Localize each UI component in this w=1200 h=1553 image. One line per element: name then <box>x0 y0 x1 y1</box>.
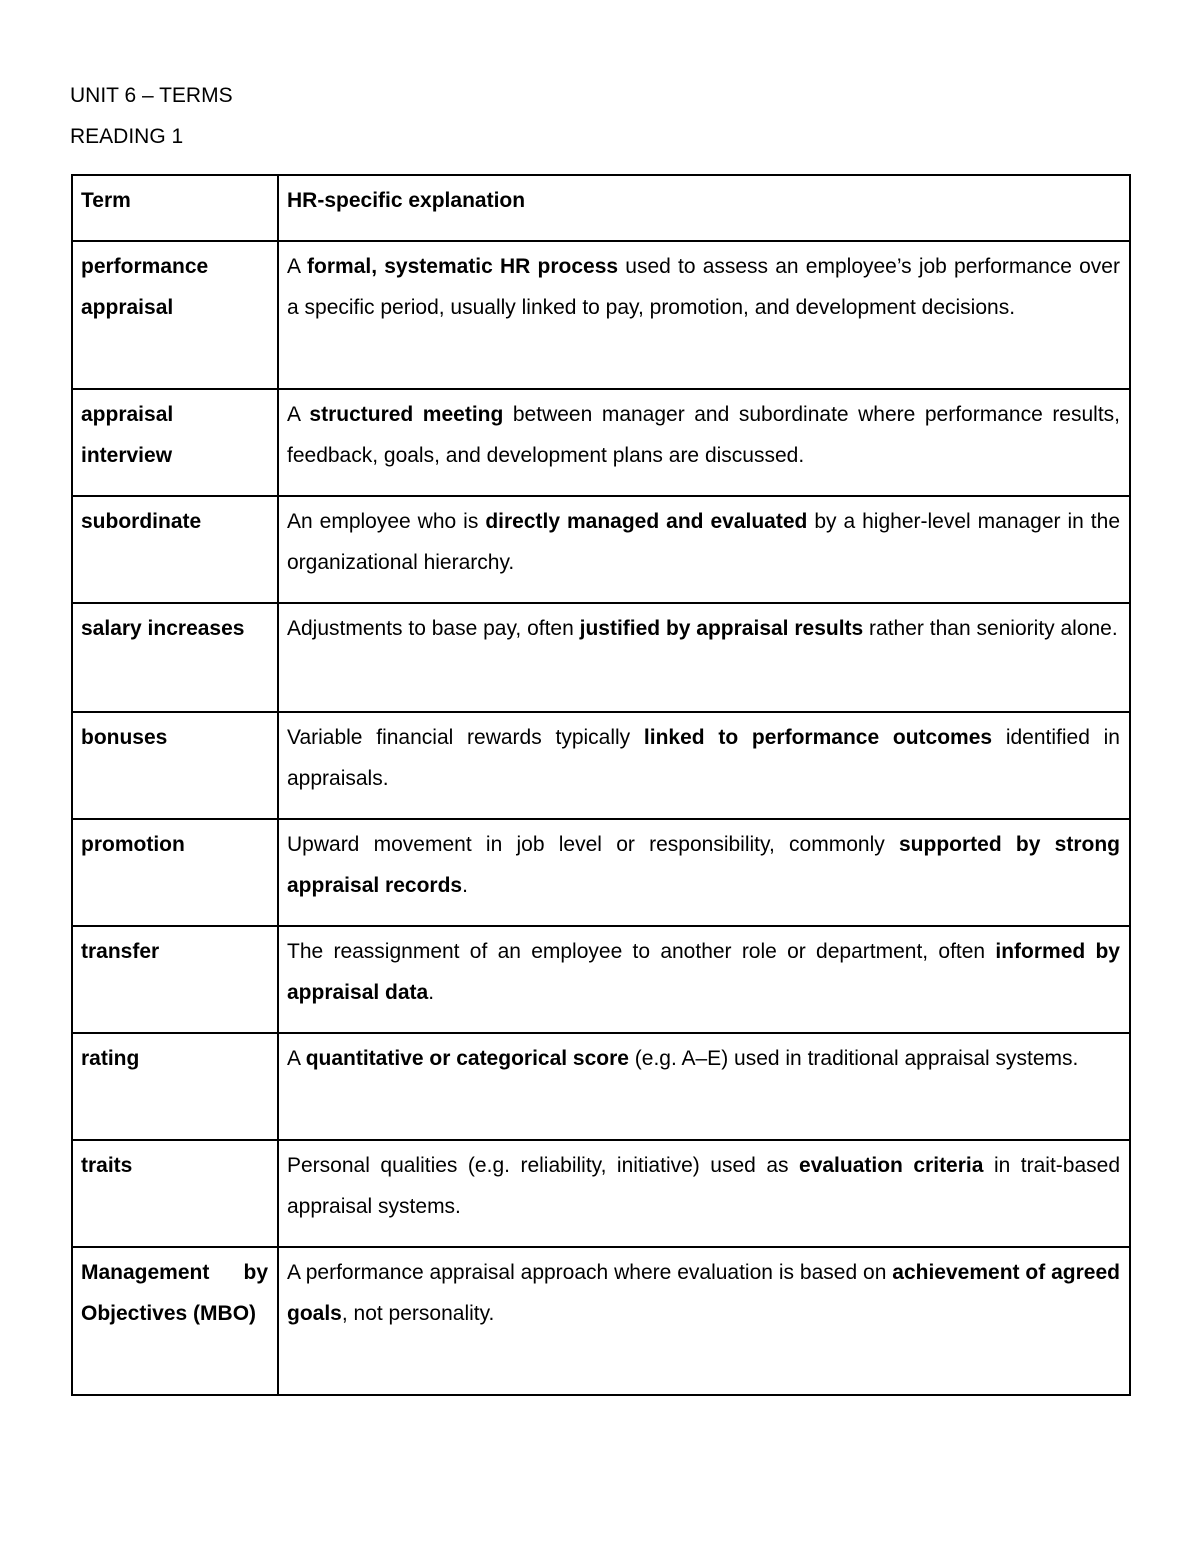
table-row <box>72 1033 1130 1140</box>
unit-title: UNIT 6 – TERMS <box>70 84 233 107</box>
table-header-row <box>72 175 1130 241</box>
explanation-text: , not personality. <box>341 1301 495 1325</box>
explanation-emphasis: justified by appraisal results <box>579 617 864 640</box>
explanation-text: rather than seniority alone. <box>863 617 1118 640</box>
terms-table-body <box>72 241 1130 1395</box>
term-cell: subordinate <box>72 496 278 603</box>
table-row <box>72 389 1130 496</box>
explanation-text: Variable financial rewards typically <box>287 726 644 749</box>
explanation-cell <box>278 603 1130 712</box>
explanation-text: A <box>287 255 308 278</box>
table-row <box>72 1140 1130 1247</box>
explanation-cell <box>278 926 1130 1033</box>
explanation-text: by a higher-level manager in the organizational hierarchy. <box>287 510 1121 574</box>
term-cell: promotion <box>72 819 278 926</box>
explanation-text: identified in appraisals. <box>287 726 1120 790</box>
explanation-cell <box>278 1140 1130 1247</box>
term-cell: rating <box>72 1033 278 1140</box>
explanation-text: A performance appraisal approach where evaluation is based on <box>287 1261 893 1284</box>
explanation-text: A <box>287 1047 306 1070</box>
explanation-emphasis: formal, systematic HR process <box>307 255 619 278</box>
explanation-text: The reassignment of an employee to another role or department, often <box>287 940 996 963</box>
explanation-cell <box>278 1033 1130 1140</box>
term-cell: transfer <box>72 926 278 1033</box>
table-row <box>72 712 1130 819</box>
explanation-emphasis: supported by strong appraisal records <box>287 833 1120 897</box>
table-row <box>72 1247 1130 1395</box>
explanation-text: in trait-based appraisal systems. <box>287 1154 1121 1218</box>
table-row <box>72 926 1130 1033</box>
explanation-text: used to assess an employee’s job performance over a specific period, usually linked to pay, promotion, and development decisions. <box>287 255 1120 319</box>
explanation-text: . <box>462 873 468 897</box>
term-cell: appraisal interview <box>72 389 278 496</box>
table-row <box>72 603 1130 712</box>
terms-table <box>71 174 1131 1396</box>
explanation-emphasis: linked to performance outcomes <box>643 726 993 749</box>
explanation-text: Adjustments to base pay, often <box>287 617 580 640</box>
explanation-text: An employee who is <box>287 510 486 533</box>
table-row <box>72 496 1130 603</box>
explanation-text: . <box>428 980 435 1004</box>
explanation-emphasis: directly managed and evaluated <box>485 510 808 533</box>
term-cell: performance appraisal <box>72 241 278 389</box>
explanation-cell <box>278 241 1130 389</box>
explanation-emphasis: informed by appraisal data <box>287 940 1120 1004</box>
explanation-text: (e.g. A–E) used in traditional appraisal systems. <box>628 1047 1079 1070</box>
header-explanation: HR-specific explanation <box>278 175 1130 241</box>
reading-title: READING 1 <box>70 125 184 148</box>
term-cell: traits <box>72 1140 278 1247</box>
explanation-text: Upward movement in job level or responsibility, commonly <box>287 833 899 856</box>
explanation-cell <box>278 389 1130 496</box>
explanation-emphasis: evaluation criteria <box>799 1154 984 1177</box>
explanation-text: A <box>287 403 310 426</box>
table-row <box>72 241 1130 389</box>
explanation-text: Personal qualities (e.g. reliability, initiative) used as <box>287 1154 800 1177</box>
explanation-text: between manager and subordinate where performance results, feedback, goals, and development plans are discussed. <box>287 403 1120 467</box>
explanation-cell <box>278 712 1130 819</box>
explanation-cell <box>278 1247 1130 1395</box>
term-cell: salary increases <box>72 603 278 712</box>
header-term: Term <box>72 175 278 241</box>
explanation-emphasis: quantitative or categorical score <box>305 1047 629 1070</box>
term-cell: bonuses <box>72 712 278 819</box>
explanation-cell <box>278 819 1130 926</box>
term-cell: Management by Objectives (MBO) <box>72 1247 278 1395</box>
table-row <box>72 819 1130 926</box>
explanation-cell <box>278 496 1130 603</box>
explanation-emphasis: achievement of agreed goals <box>287 1261 1120 1325</box>
explanation-emphasis: structured meeting <box>309 403 504 426</box>
